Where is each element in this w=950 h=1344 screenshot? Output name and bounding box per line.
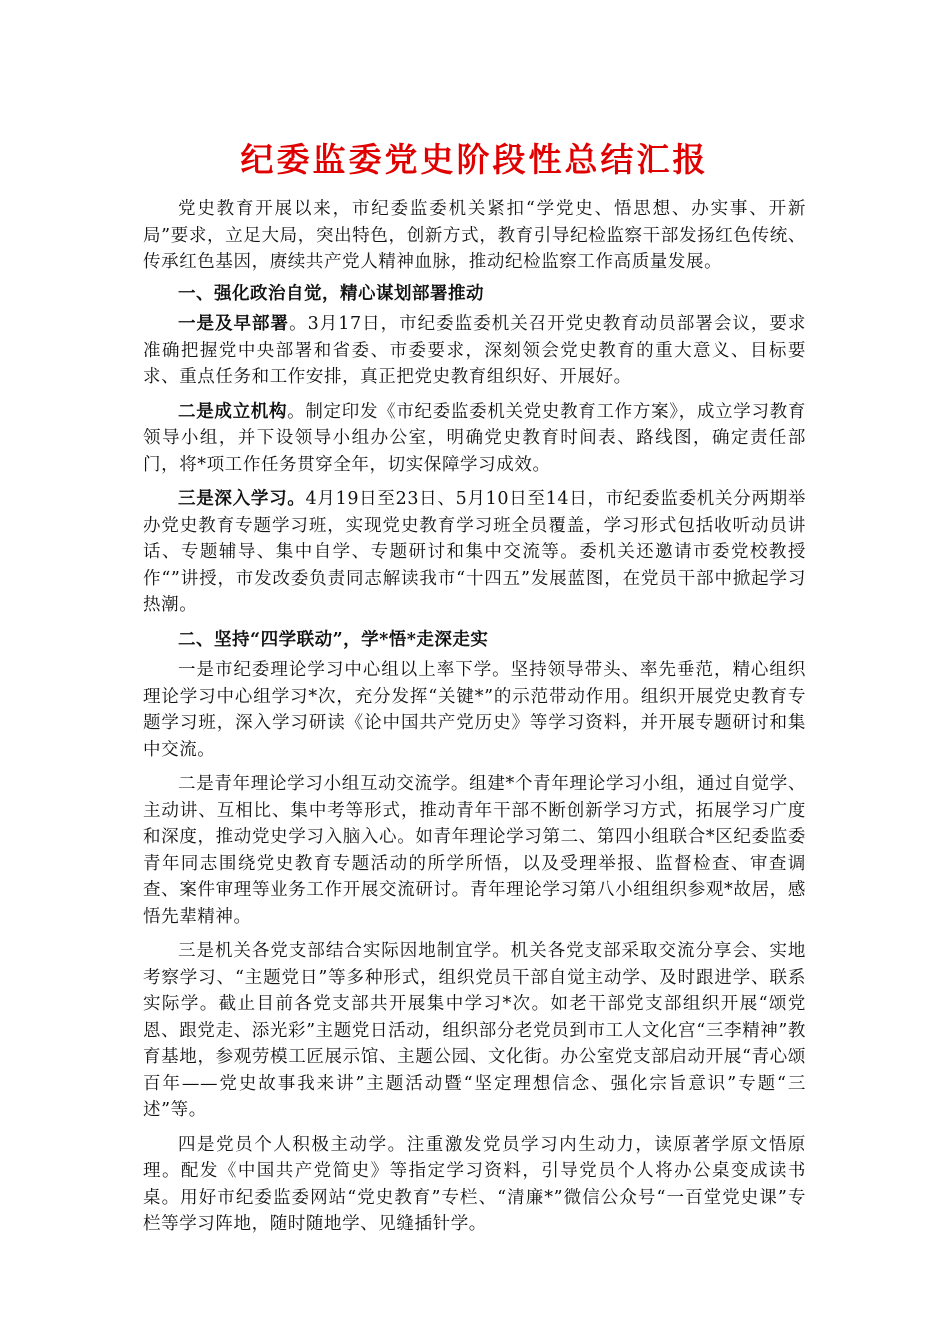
section-2-paragraph-3: 三是机关各党支部结合实际因地制宜学。机关各党支部采取交流分享会、实地考察学习、“主题党日”等多种形式，组织党员干部自觉主动学、及时跟进学、联系实际学。截止目前各党支部共开展集中学习*次。如老干部党支部组织开展“颂党恩、跟党走、添光彩”主题党日活动，组织部分老党员到市工人文化宫“三李精神”教育基地，参观劳模工匠展示馆、主题公园、文化街。办公室党支部启动开展“青心颂百年——党史故事我来讲”主题活动暨“坚定理想信念、强化宗旨意识”专题“三述”等。 — [143, 941, 806, 1120]
section-1-paragraph-1 — [143, 311, 806, 391]
section-1-paragraph-2 — [143, 399, 806, 479]
section-1-heading: 一、强化政治自觉，精心谋划部署推动 — [178, 283, 484, 304]
paragraph-text: 4月19日至23日、5月10日至14日，市纪委监委机关分两期举办党史教育专题学习班，实现党史教育学习班全员覆盖，学习形式包括收听动员讲话、专题辅导、集中自学、专题研讨和集中交流等。委机关还邀请市委党校教授作“”讲授，市发改委负责同志解读我市“十四五”发展蓝图，在党员干部中掀起学习热潮。 — [143, 489, 806, 615]
section-2-paragraph-4: 四是党员个人积极主动学。注重激发党员学习内生动力，读原著学原文悟原理。配发《中国共产党简史》等指定学习资料，引导党员个人将办公桌变成读书桌。用好市纪委监委网站“党史教育”专栏、“清廉*”微信公众号“一百堂党史课”专栏等学习阵地，随时随地学、见缝插针学。 — [143, 1134, 806, 1234]
paragraph-lead: 二是成立机构 — [178, 401, 288, 422]
section-2-heading: 二、坚持“四学联动”，学*悟*走深走实 — [178, 629, 489, 650]
paragraph-text: 。制定印发《市纪委监委机关党史教育工作方案》，成立学习教育领导小组，并下设领导小组办公室，明确党史教育时间表、路线图，确定责任部门，将*项工作任务贯穿全年，切实保障学习成效。 — [143, 401, 806, 475]
paragraph-lead: 三是深入学习。 — [178, 489, 306, 509]
section-2-paragraph-2: 二是青年理论学习小组互动交流学。组建*个青年理论学习小组，通过自觉学、主动讲、互相比、集中考等形式，推动青年干部不断创新学习方式，拓展学习广度和深度，推动党史学习入脑入心。如青年理论学习第二、第四小组联合*区纪委监委青年同志围绕党史教育专题活动的所学所悟，以及受理举报、监督检查、审查调查、案件审理等业务工作开展交流研讨。青年理论学习第八小组组织参观*故居，感悟先辈精神。 — [143, 774, 806, 927]
document-title: 纪委监委党史阶段性总结汇报 — [240, 140, 709, 179]
section-1-paragraph-3 — [143, 486, 806, 619]
paragraph-text: 。3月17日，市纪委监委机关召开党史教育动员部署会议，要求准确把握党中央部署和省委、市委要求，深刻领会党史教育的重大意义、目标要求、重点任务和工作安排，真正把党史教育组织好、开展好。 — [143, 314, 806, 387]
intro-paragraph: 党史教育开展以来，市纪委监委机关紧扣“学党史、悟思想、办实事、开新局”要求，立足大局，突出特色，创新方式，教育引导纪检监察干部发扬红色传统、传承红色基因，赓续共产党人精神血脉，推动纪检监察工作高质量发展。 — [143, 199, 806, 272]
paragraph-lead: 一是及早部署 — [178, 314, 290, 334]
document-body — [143, 138, 806, 1238]
section-2-paragraph-1: 一是市纪委理论学习中心组以上率下学。坚持领导带头、率先垂范，精心组织理论学习中心组学习*次，充分发挥“关键*”的示范带动作用。组织开展党史教育专题学习班，深入学习研读《论中国共产党历史》等学习资料，并开展专题研讨和集中交流。 — [143, 660, 806, 760]
